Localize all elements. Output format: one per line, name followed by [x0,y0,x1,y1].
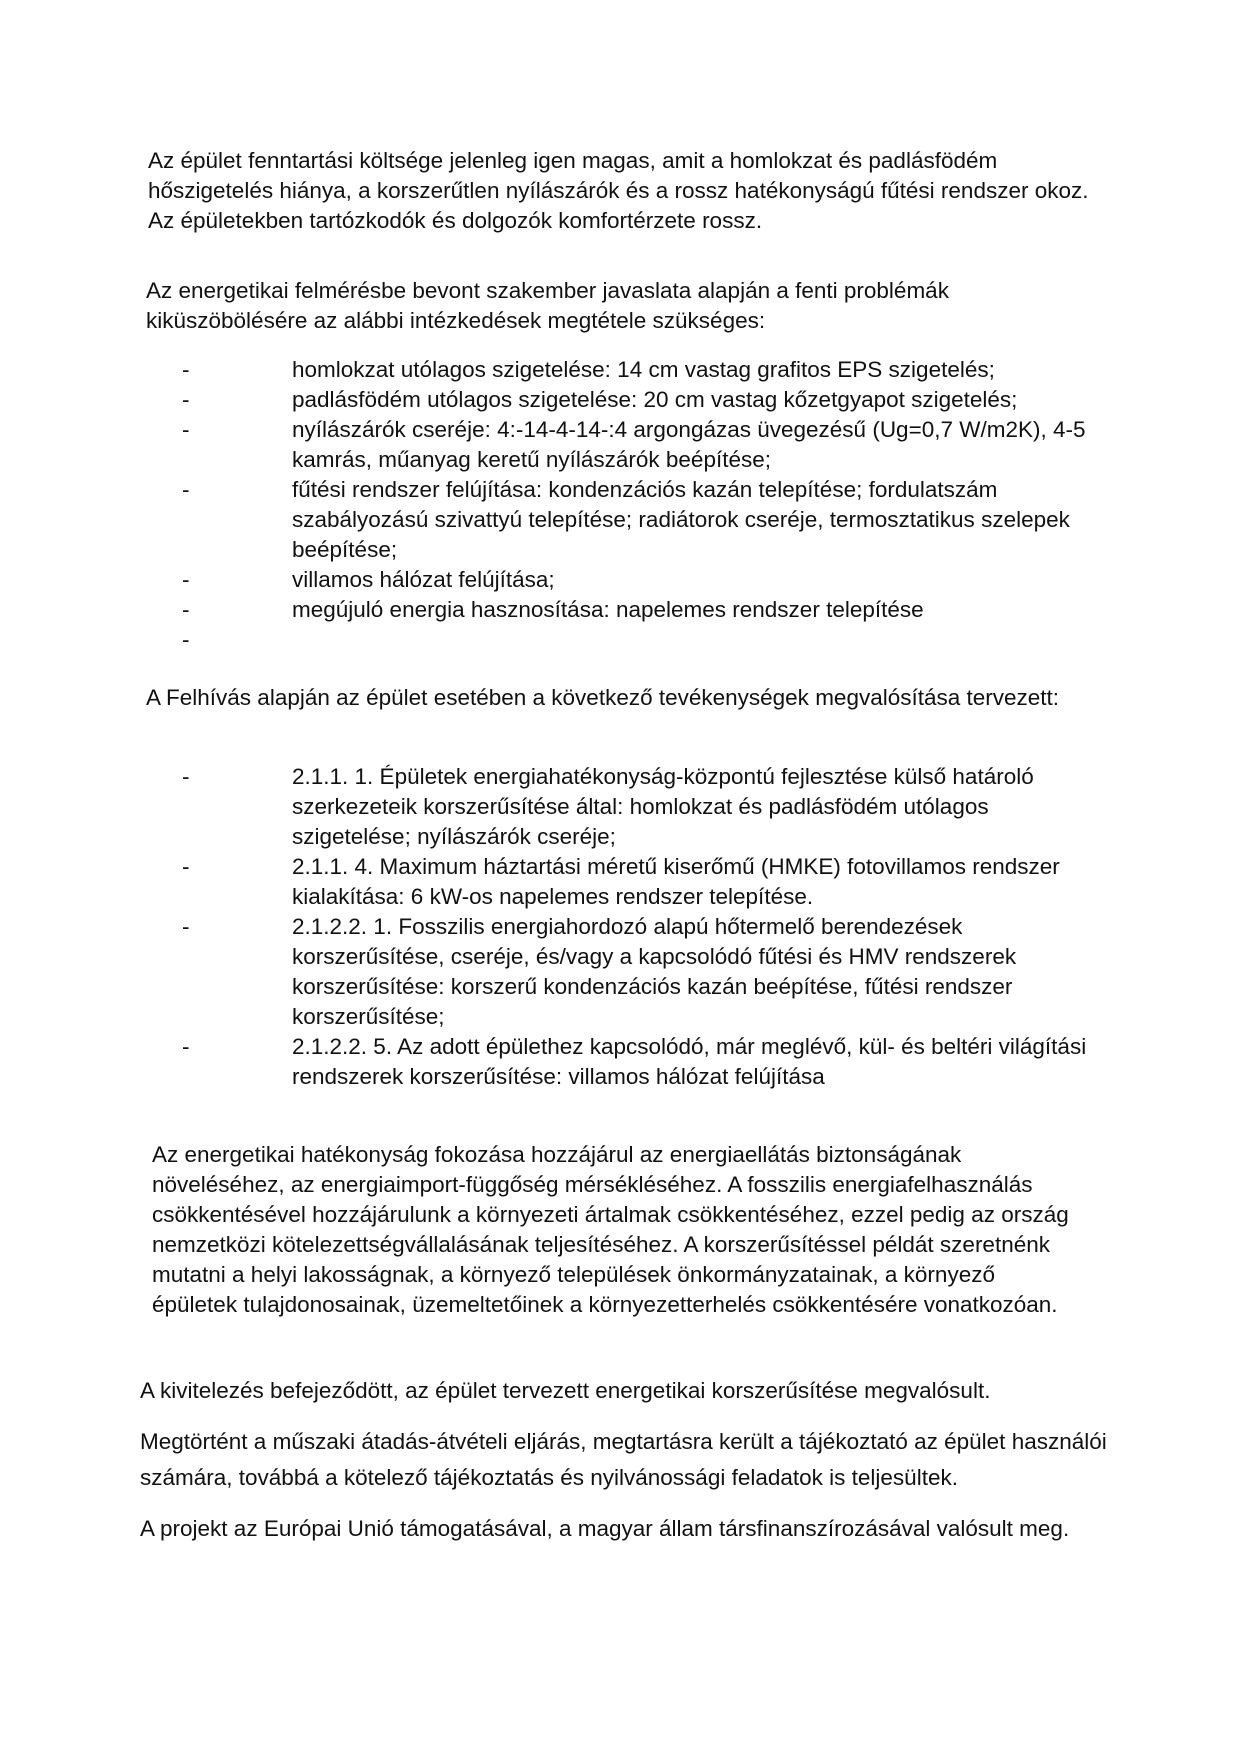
list-item-text: 2.1.1. 4. Maximum háztartási méretű kiserőmű (HMKE) fotovillamos rendszer kialakítása: 6 kW-os napelemes rendszer telepítése. [292,854,1060,909]
list-dash: - [182,477,190,502]
list-item [182,1032,1087,1092]
list-item [182,385,1087,415]
list-item-text: padlásfödém utólagos szigetelése: 20 cm vastag kőzetgyapot szigetelés; [292,387,1018,412]
list-item [182,762,1087,852]
list-dash: - [182,764,190,789]
list-dash: - [182,627,190,652]
list-dash: - [182,417,190,442]
activities-list [182,762,1087,1092]
paragraph-funding: A projekt az Európai Unió támogatásával, a magyar állam társfinanszírozásával valósult meg. [140,1516,1070,1541]
list-item [182,565,1087,595]
list-item [182,625,1087,655]
paragraph-energy-efficiency: Az energetikai hatékonyság fokozása hozzájárul az energiaellátás biztonságának növeléséhez, az energiaimport-függőség mérsékléséhez. A fosszilis energiafelhasználás csökkentésével hozzájárulunk a környezeti ártalmak csökkentéséhez, ezzel pedig az ország nemzetközi kötelezettségvállalásának teljesítéséhez. A korszerűsítéssel példát szeretnénk mutatni a helyi lakosságnak, a környező települések önkormányzatainak, a környező épületek tulajdonosainak, üzemeltetőinek a környezetterhelés csökkentésére vonatkozóan. [152,1142,1069,1317]
list-dash: - [182,567,190,592]
list-dash: - [182,914,190,939]
list-item-text: 2.1.2.2. 1. Fosszilis energiahordozó alapú hőtermelő berendezések korszerűsítése, cseréje, és/vagy a kapcsolódó fűtési és HMV rendszerek korszerűsítése: korszerű kondenzációs kazán beépítése, fűtési rendszer korszerűsítése; [292,914,1017,1029]
list-item-text: fűtési rendszer felújítása: kondenzációs kazán telepítése; fordulatszám szabályozású szivattyú telepítése; radiátorok cseréje, termosztatikus szelepek beépítése; [292,477,1070,562]
list-item-text: nyílászárók cseréje: 4:-14-4-14-:4 argongázas üvegezésű (Ug=0,7 W/m2K), 4-5 kamrás, műanyag keretű nyílászárók beépítése; [292,417,1086,472]
paragraph-building-costs: Az épület fenntartási költsége jelenleg igen magas, amit a homlokzat és padlásfödém hőszigetelés hiánya, a korszerűtlen nyílászárók és a rossz hatékonyságú fűtési rendszer okoz. Az épületekben tartózkodók és dolgozók komfortérzete rossz. [148,148,1089,233]
list-item [182,595,1087,625]
list-item [182,912,1087,1032]
paragraph-completion: A kivitelezés befejeződött, az épület tervezett energetikai korszerűsítése megvalósult. [140,1378,991,1403]
list-dash: - [182,357,190,382]
paragraph-handover: Megtörtént a műszaki átadás-átvételi eljárás, megtartásra került a tájékoztató az épület használói számára, továbbá a kötelező tájékoztatás és nyilvánossági feladatok is teljesültek. [140,1429,1107,1490]
paragraph-call-basis: A Felhívás alapján az épület esetében a következő tevékenységek megvalósítása tervezett: [146,685,1060,710]
list-dash: - [182,854,190,879]
list-item [182,415,1087,475]
list-dash: - [182,387,190,412]
list-item [182,475,1087,565]
list-item-text: villamos hálózat felújítása; [292,567,555,592]
list-item-text: 2.1.2.2. 5. Az adott épülethez kapcsolódó, már meglévő, kül- és beltéri világítási rendszerek korszerűsítése: villamos hálózat felújítása [292,1034,1087,1089]
list-dash: - [182,1034,190,1059]
measures-list [182,355,1087,655]
paragraph-expert-recommendation: Az energetikai felmérésbe bevont szakember javaslata alapján a fenti problémák kiküszöbölésére az alábbi intézkedések megtétele szükséges: [146,278,949,333]
list-item-text: 2.1.1. 1. Épületek energiahatékonyság-központú fejlesztése külső határoló szerkezeteik korszerűsítése által: homlokzat és padlásfödém utólagos szigetelése; nyílászárók cseréje; [292,764,1034,849]
list-dash: - [182,597,190,622]
list-item [182,852,1087,912]
list-item-text: megújuló energia hasznosítása: napelemes rendszer telepítése [292,597,924,622]
list-item [182,355,1087,385]
list-item-text: homlokzat utólagos szigetelése: 14 cm vastag grafitos EPS szigetelés; [292,357,995,382]
